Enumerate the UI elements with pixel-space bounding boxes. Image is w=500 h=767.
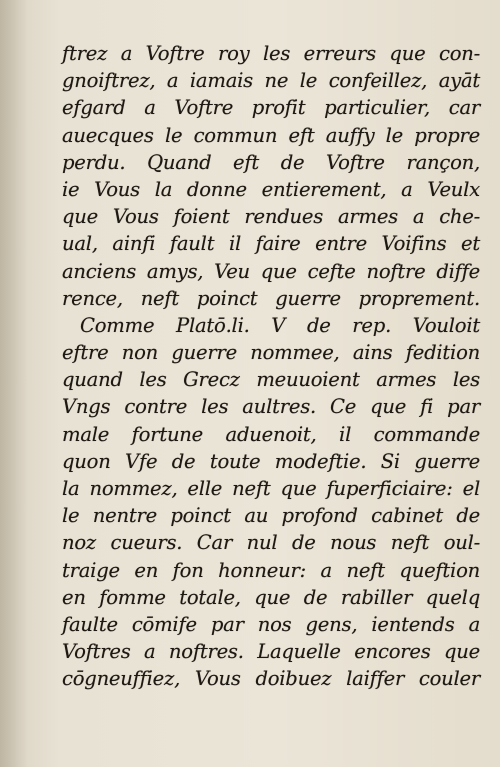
text-line: faulte cōmife par nos gens, ientends a — [62, 612, 480, 636]
text-line: male fortune aduenoit, il commande — [62, 422, 480, 446]
text-line: anciens amys, Veu que cefte noftre diffe — [62, 259, 480, 283]
text-line: que Vous foient rendues armes a che- — [62, 205, 480, 229]
text-line: efgard a Voftre profit particulier, car — [62, 96, 480, 120]
text-line: Comme Platō.li. V de rep. Vouloit — [80, 313, 480, 337]
text-line: rence, neft poinct guerre proprement. — [62, 286, 480, 310]
text-line: ie Vous la donne entierement, a Veulx — [62, 177, 480, 201]
text-line: ftrez a Voftre roy les erreurs que con- — [62, 42, 480, 65]
text-line: Vngs contre les aultres. Ce que fi par — [62, 395, 480, 419]
text-block — [62, 40, 480, 693]
text-line: Voftres a noftres. Laquelle encores que — [62, 640, 480, 664]
text-line: quon Vfe de toute modeftie. Si guerre — [62, 449, 480, 473]
text-line: eftre non guerre nommee, ains fedition — [62, 341, 480, 365]
text-line: ual, ainfi fault il faire entre Voifins et — [62, 232, 480, 256]
text-line: le nentre poinct au profond cabinet de — [62, 504, 480, 528]
text-line: quand les Grecz meuuoient armes les — [62, 368, 480, 392]
text-line: cōgneuffiez, Vous doibuez laiffer couler — [62, 667, 480, 691]
text-line: noz cueurs. Car nul de nous neft oul- — [62, 531, 480, 555]
text-line: la nommez, elle neft que fuperficiaire: el — [62, 477, 480, 500]
text-line: gnoiftrez, a iamais ne le confeillez, ayāt — [62, 69, 480, 93]
text-line: en fomme totale, que de rabiller quelq — [62, 585, 480, 609]
text-line: auecques le commun eft auffy le propre — [62, 123, 480, 147]
text-line: perdu. Quand eft de Voftre rançon, — [62, 150, 480, 174]
text-line: traige en fon honneur: a neft queftion — [62, 558, 480, 582]
